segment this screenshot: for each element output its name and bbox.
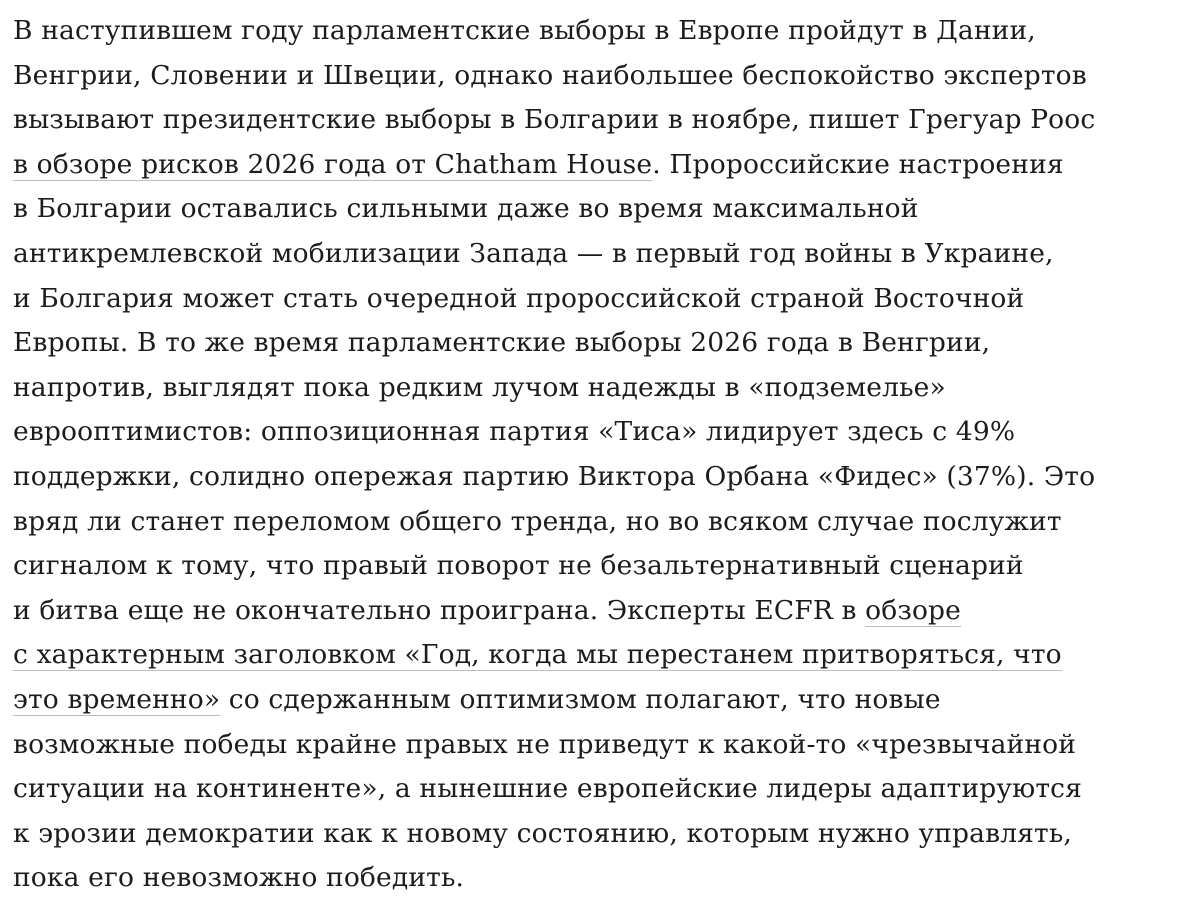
text-line: сигналом к тому, что правый поворот не безальтернативный сценарий bbox=[13, 550, 1024, 582]
article-paragraph bbox=[13, 9, 1188, 901]
text-line: вызывают президентские выборы в Болгарии в ноябре, пишет Грегуар Роос bbox=[13, 104, 1096, 136]
text-fragment: и битва еще не окончательно проиграна. Эксперты ECFR в bbox=[13, 594, 866, 626]
text-fragment: . Пророссийские настроения bbox=[652, 148, 1064, 180]
text-line: Венгрии, Словении и Швеции, однако наибольшее беспокойство экспертов bbox=[13, 59, 1087, 91]
text-line: пока его невозможно победить. bbox=[13, 862, 465, 894]
text-line: еврооптимистов: оппозиционная партия «Тиса» лидирует здесь с 49% bbox=[13, 416, 1016, 448]
text-line: в Болгарии оставались сильными даже во время максимальной bbox=[13, 193, 919, 225]
text-line: к эрозии демократии как к новому состоянию, которым нужно управлять, bbox=[13, 817, 1073, 849]
text-line: напротив, выглядят пока редким лучом надежды в «подземелье» bbox=[13, 371, 946, 403]
text-line: ситуации на континенте», а нынешние европейские лидеры адаптируются bbox=[13, 773, 1083, 805]
text-line bbox=[13, 589, 1188, 634]
text-line: поддержки, солидно опережая партию Виктора Орбана «Фидес» (37%). Это bbox=[13, 460, 1096, 492]
chatham-house-risk-review-link[interactable]: в обзоре рисков 2026 года от Chatham House bbox=[13, 148, 653, 180]
text-line: вряд ли станет переломом общего тренда, но во всяком случае послужит bbox=[13, 505, 1062, 537]
text-line: и Болгария может стать очередной пророссийской страной Восточной bbox=[13, 282, 1025, 314]
text-line: антикремлевской мобилизации Запада — в первый год войны в Украине, bbox=[13, 237, 1054, 269]
ecfr-review-link[interactable]: обзоре bbox=[865, 594, 962, 626]
text-line bbox=[13, 143, 1188, 188]
text-line bbox=[13, 678, 1188, 723]
ecfr-review-link[interactable]: это временно» bbox=[13, 683, 221, 715]
text-line: Европы. В то же время парламентские выборы 2026 года в Венгрии, bbox=[13, 327, 991, 359]
text-line: В наступившем году парламентские выборы в Европе пройдут в Дании, bbox=[13, 15, 1036, 46]
text-line bbox=[13, 633, 1188, 678]
ecfr-review-link[interactable]: с характерным заголовком «Год, когда мы перестанем притворяться, что bbox=[13, 639, 1062, 671]
text-fragment: со сдержанным оптимизмом полагают, что новые bbox=[220, 683, 941, 715]
text-line: возможные победы крайне правых не приведут к какой-то «чрезвычайной bbox=[13, 728, 1077, 760]
